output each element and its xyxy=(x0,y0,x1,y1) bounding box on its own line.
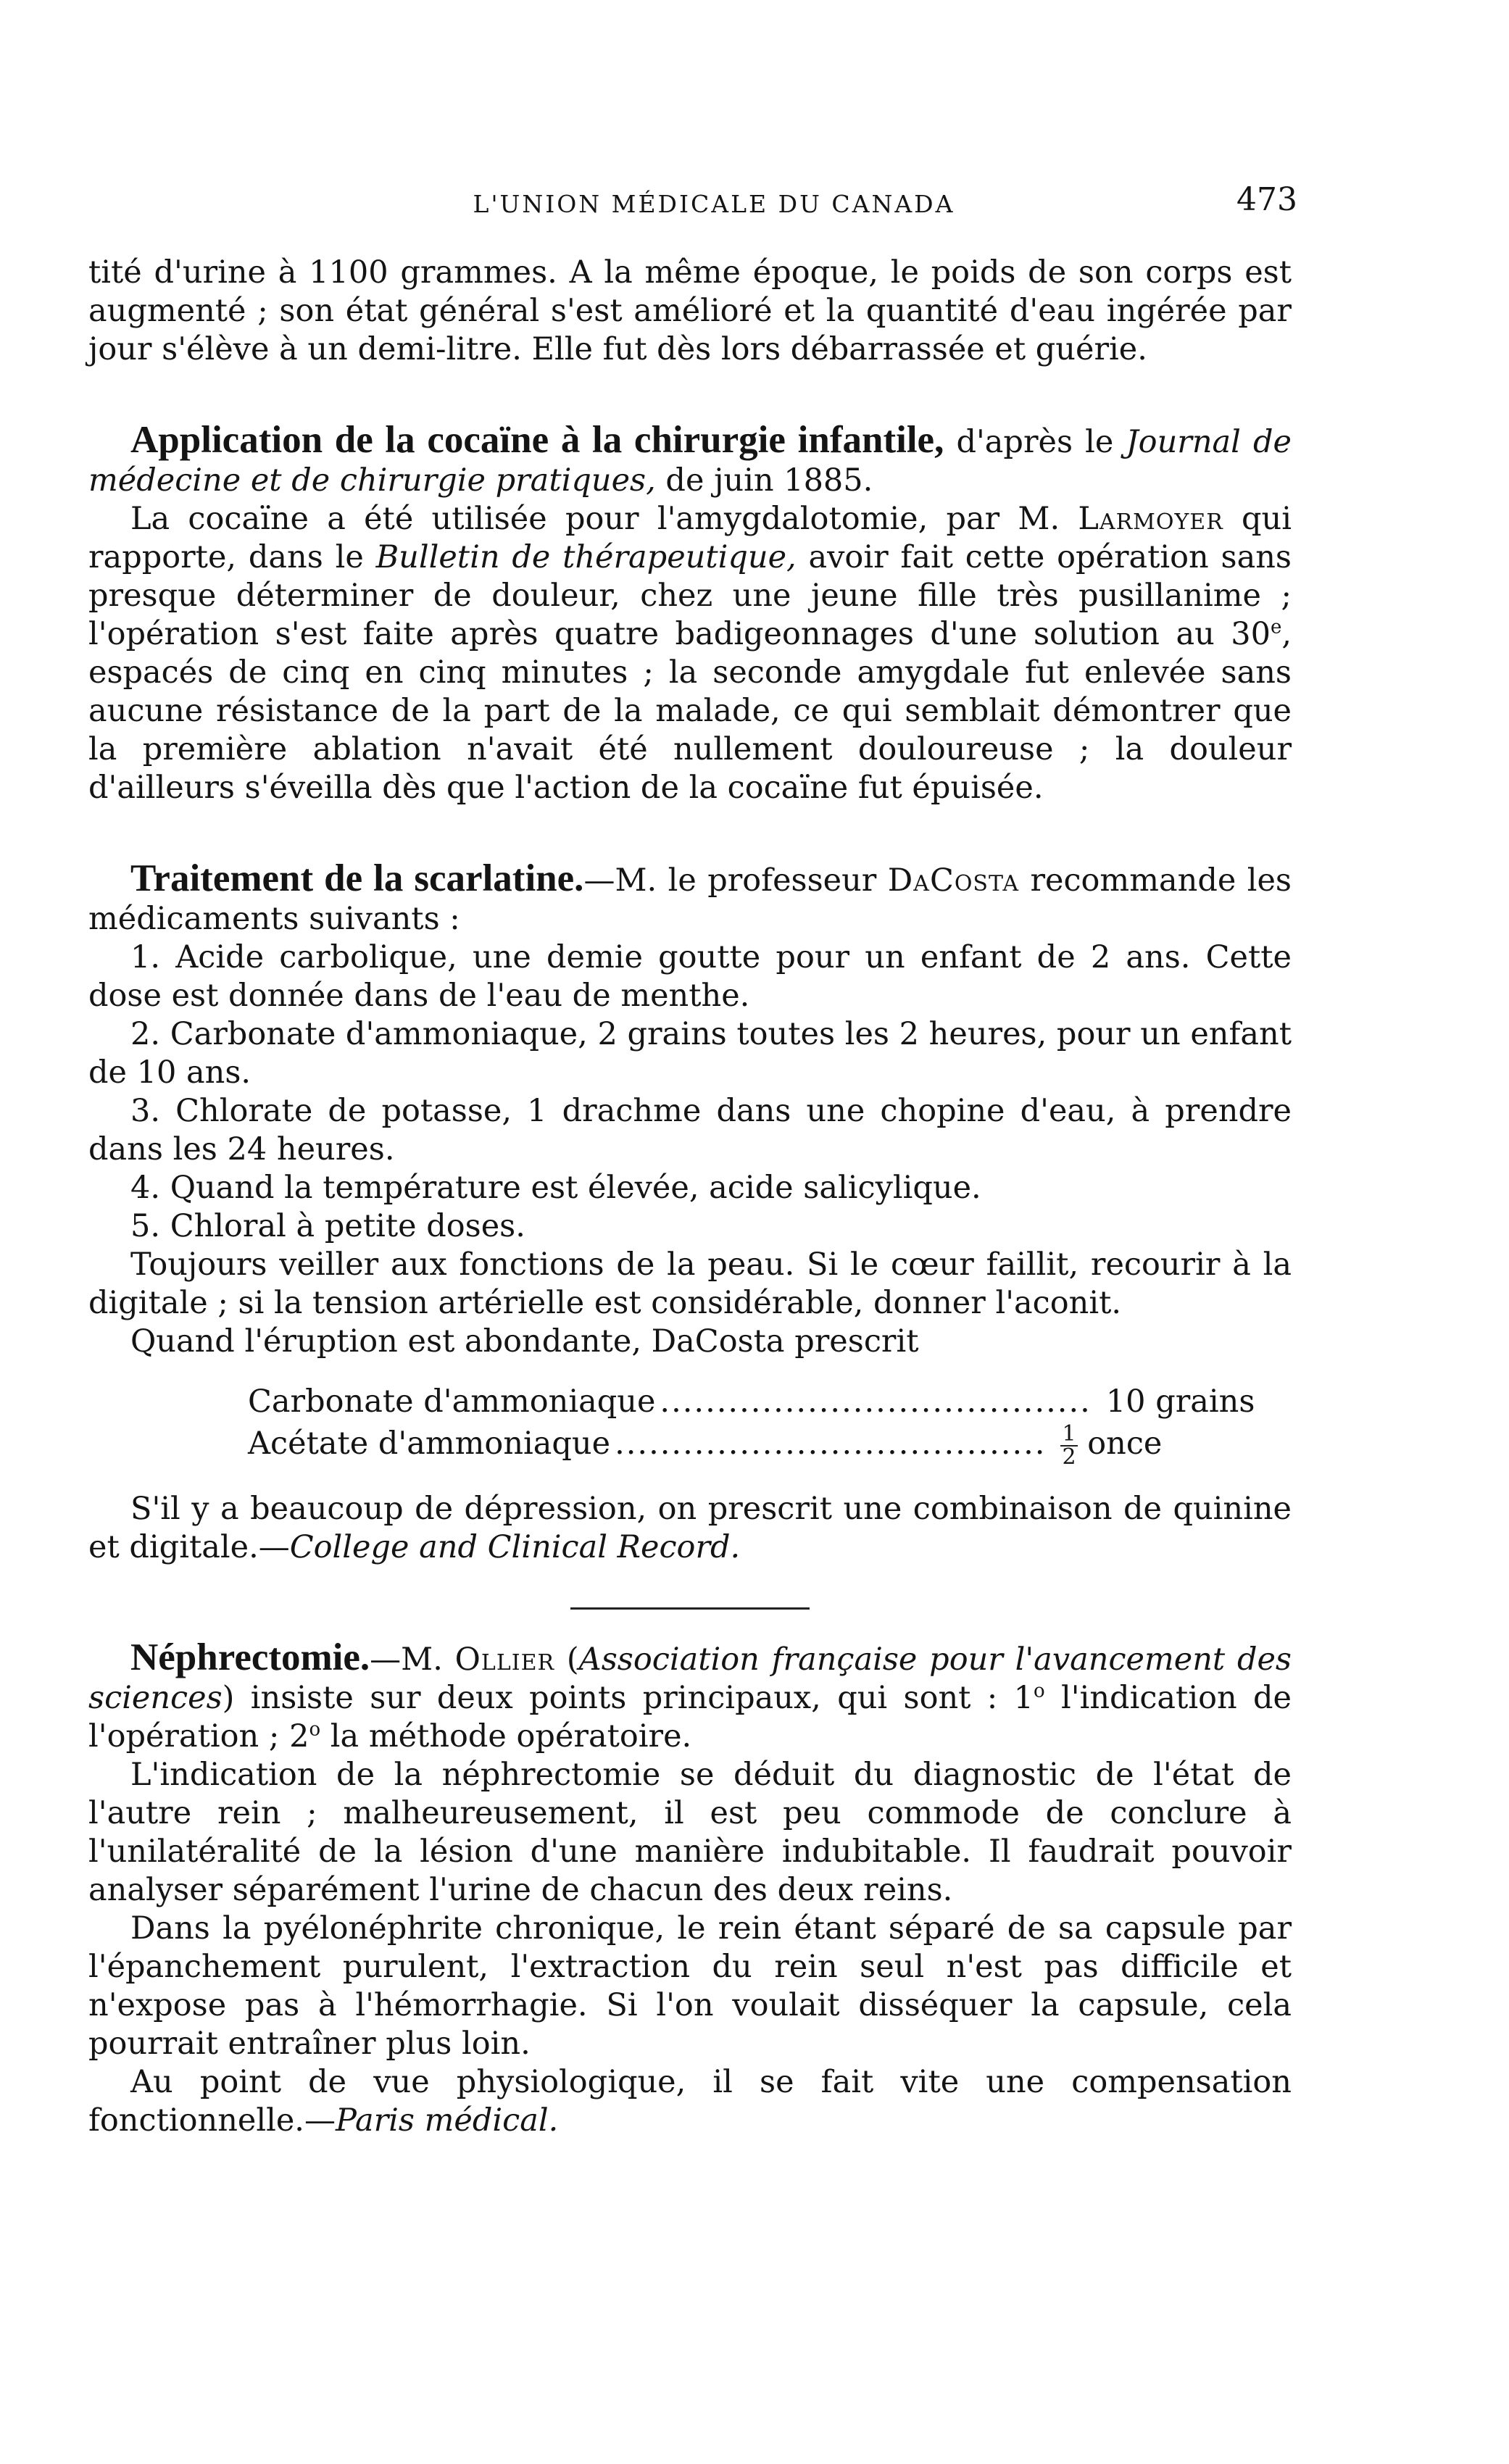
scarlatine-list-item: 3. Chlorate de potasse, 1 drachme dans une chopine d'eau, à prendre dans les 24 heures. xyxy=(88,1093,1292,1168)
nephrectomie-text-2: l'indication de l'opération ; 2 xyxy=(88,1680,1292,1755)
intro-paragraph: tité d'urine à 1100 grammes. A la même époque, le poids de son corps est augmenté ; son état général s'est amélioré et la quantité d'eau ingérée par jour s'élève à un demi-litre. Elle fut dès lors débarrassée et guérie. xyxy=(88,254,1292,367)
nephrectomie-dash: —M. xyxy=(370,1641,455,1678)
scarlatine-fonctions-paragraph: Toujours veiller aux fonctions de la peau. Si le cœur faillit, recourir à la digitale ; si la tension artérielle est considérable, donner l'aconit. xyxy=(88,1246,1292,1321)
nephrectomie-author: Ollier xyxy=(454,1641,555,1678)
cocaine-heading-tail: d'après le xyxy=(944,424,1126,460)
nephrectomie-heading-paragraph xyxy=(88,1636,1292,1756)
cocaine-source-date: de juin 1885. xyxy=(655,462,873,499)
prescription-quantity-cell xyxy=(1060,1423,1219,1468)
scarlatine-depression-text: S'il y a beaucoup de dépression, on prescrit une combinaison de quinine et digitale. xyxy=(88,1491,1292,1565)
nephrectomie-text-4: Au point de vue physiologique, il se fait vite une compensation fonctionnelle. xyxy=(88,2064,1292,2139)
prescription-row xyxy=(248,1421,1219,1470)
prescription-ingredient: Acétate d'ammoniaque xyxy=(248,1425,611,1462)
fraction-numerator: 1 xyxy=(1062,1421,1076,1447)
nephrectomie-text-1: insiste sur deux points principaux, qui sont : 1 xyxy=(234,1680,1034,1716)
scarlatine-list-item: 2. Carbonate d'ammoniaque, 2 grains toutes les 2 heures, pour un enfant de 10 ans. xyxy=(88,1016,1292,1091)
cocaine-text-3: avoir fait cette opération sans presque déterminer de douleur, chez une jeune fille très pusillanime ; l'opération s'est faite après quatre badigeonnages d'une solution au 30 xyxy=(88,539,1292,652)
section-divider xyxy=(570,1607,810,1610)
prescription-row xyxy=(248,1383,1255,1423)
scarlatine-list-item: 1. Acide carbolique, une demie goutte pour un enfant de 2 ans. Cette dose est donnée dans de l'eau de menthe. xyxy=(88,939,1292,1014)
nephrectomie-paragraph-4 xyxy=(88,2063,1292,2140)
scarlatine-list-item: 5. Chloral à petite doses. xyxy=(130,1208,525,1244)
nephrectomie-paren-open: ( xyxy=(554,1641,579,1678)
cocaine-text-1: La cocaïne a été utilisée pour l'amygdalotomie, par M. xyxy=(130,501,1078,537)
nephrectomie-heading: Néphrectomie. xyxy=(130,1636,370,1678)
scarlatine-source: College and Clinical Record. xyxy=(289,1529,741,1565)
cocaine-paragraph xyxy=(88,500,1292,807)
nephrectomie-paren-close: ) xyxy=(222,1680,235,1716)
half-fraction xyxy=(1060,1423,1077,1468)
cocaine-text-4: , espacés de cinq en cinq minutes ; la seconde amygdale fut enlevée sans aucune résistance de la part de la malade, ce qui semblait démontrer que la première ablation n'avait été nullement douloureuse ; la douleur d'ailleurs s'éveilla dès que l'action de la cocaïne fut épuisée. xyxy=(88,616,1292,806)
running-header xyxy=(130,181,1297,233)
scarlatine-dash: —M. le professeur xyxy=(583,862,888,899)
page-number: 473 xyxy=(1236,181,1297,218)
nephrectomie-sup-1: o xyxy=(1034,1680,1045,1702)
scarlatine-intro-tail: recommande les médicaments suivants : xyxy=(88,862,1292,937)
nephrectomie-association: Association française pour l'avancement des sciences xyxy=(88,1641,1292,1716)
prescription-leader-dots: ...................................... xyxy=(660,1383,1092,1420)
prescription-ingredient: Carbonate d'ammoniaque xyxy=(248,1383,656,1420)
cocaine-superscript: e xyxy=(1270,616,1282,638)
scarlatine-heading-paragraph xyxy=(88,857,1292,938)
cocaine-heading-paragraph xyxy=(88,421,1292,500)
scarlatine-heading: Traitement de la scarlatine. xyxy=(130,857,584,899)
cocaine-journal-title: Journal de médecine et de chirurgie pratiques, xyxy=(88,424,1292,499)
scarlatine-source-dash: — xyxy=(258,1529,290,1565)
prescription-quantity: once xyxy=(1087,1425,1163,1462)
running-title: L'UNION MÉDICALE DU CANADA xyxy=(473,190,955,218)
scarlatine-professor: DaCosta xyxy=(887,862,1020,899)
scarlatine-list-item: 4. Quand la température est élevée, acide salicylique. xyxy=(130,1170,981,1206)
nephrectomie-paragraph-3: Dans la pyélonéphrite chronique, le rein étant séparé de sa capsule par l'épanchement purulent, l'extraction du rein seul n'est pas difficile et n'expose pas à l'hémorrhagie. Si l'on voulait disséquer la capsule, cela pourrait entraîner plus loin. xyxy=(88,1910,1292,2062)
prescription-table xyxy=(248,1383,1255,1470)
nephrectomie-text-3: la méthode opératoire. xyxy=(320,1718,692,1755)
cocaine-text-2: qui rapporte, dans le xyxy=(88,501,1292,575)
nephrectomie-sup-2: o xyxy=(309,1718,321,1741)
prescription-leader-dots: ...................................... xyxy=(615,1425,1047,1462)
prescription-quantity: 10 grains xyxy=(1105,1383,1255,1420)
nephrectomie-source: Paris médical. xyxy=(335,2102,559,2139)
cocaine-bulletin-title: Bulletin de thérapeutique, xyxy=(375,539,797,575)
nephrectomie-paragraph-2: L'indication de la néphrectomie se déduit du diagnostic de l'état de l'autre rein ; malheureusement, il est peu commode de conclure à l'unilatéralité de la lésion d'une manière indubitable. Il faudrait pouvoir analyser séparément l'urine de chacun des deux reins. xyxy=(88,1757,1292,1908)
cocaine-heading: Application de la cocaïne à la chirurgie infantile, xyxy=(130,419,944,461)
scarlatine-depression-paragraph xyxy=(88,1490,1292,1567)
scarlatine-eruption-paragraph: Quand l'éruption est abondante, DaCosta prescrit xyxy=(130,1323,919,1360)
fraction-denominator: 2 xyxy=(1062,1444,1076,1470)
page-body xyxy=(88,254,1292,2140)
cocaine-author: Larmoyer xyxy=(1078,501,1223,537)
nephrectomie-source-dash: — xyxy=(304,2102,336,2139)
